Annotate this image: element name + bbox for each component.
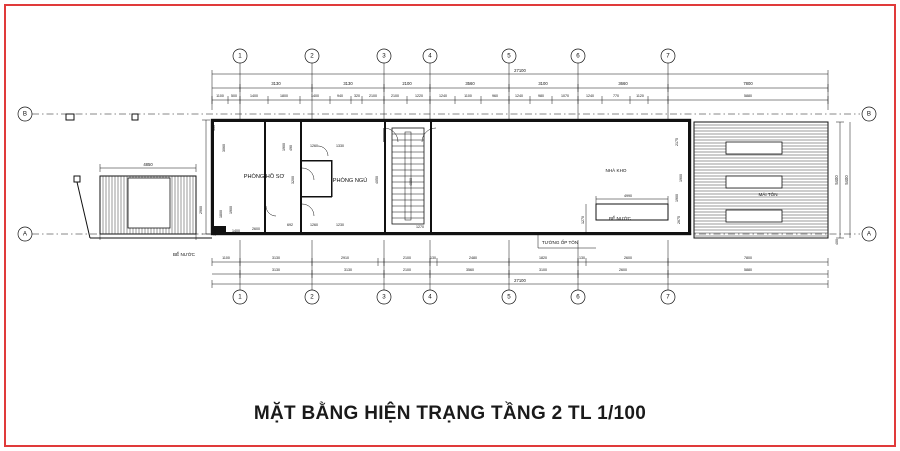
svg-text:1230: 1230 [336,223,344,227]
svg-text:3130: 3130 [343,81,353,86]
svg-text:5400: 5400 [844,175,849,185]
svg-text:1800: 1800 [219,210,223,218]
svg-text:2480: 2480 [469,256,477,260]
svg-text:130: 130 [579,256,585,260]
svg-text:1830: 1830 [213,228,217,236]
room-label-phong-ho-so: PHÒNG HỒ SƠ [243,174,285,180]
svg-text:3200: 3200 [291,176,295,184]
svg-text:1270: 1270 [581,216,585,224]
svg-text:7: 7 [666,52,670,60]
svg-text:2100: 2100 [402,81,412,86]
svg-text:3660: 3660 [618,81,628,86]
svg-text:435: 435 [212,125,216,131]
room-label-be-nuoc: BỂ NƯỚC [609,216,631,221]
svg-text:2600: 2600 [624,256,632,260]
svg-text:1330: 1330 [336,144,344,148]
svg-text:3130: 3130 [344,268,352,272]
svg-text:2100: 2100 [391,94,399,98]
dimension-chain-top [212,68,828,110]
svg-text:960: 960 [492,94,498,98]
svg-text:2100: 2100 [403,256,411,260]
drawing-title: MẶT BẰNG HIỆN TRẠNG TẦNG 2 TL 1/100 [253,403,647,424]
svg-text:7800: 7800 [744,256,752,260]
svg-text:3130: 3130 [272,256,280,260]
svg-text:6: 6 [576,52,580,60]
svg-text:3560: 3560 [466,268,474,272]
dimension-chain-bottom [212,256,828,288]
svg-text:130: 130 [430,256,436,260]
svg-text:4990: 4990 [624,194,632,198]
svg-text:1240: 1240 [439,94,447,98]
stairs [392,128,424,224]
dimension-chain-left [199,120,210,234]
svg-text:1400: 1400 [311,94,319,98]
svg-text:2900: 2900 [199,206,203,214]
svg-text:4: 4 [428,52,432,60]
svg-text:1: 1 [238,293,242,301]
dimension-chain-right [834,122,850,245]
svg-text:1260: 1260 [310,223,318,227]
svg-text:320: 320 [354,94,360,98]
svg-text:2600: 2600 [619,268,627,272]
svg-text:940: 940 [337,94,343,98]
svg-text:4850: 4850 [143,162,153,167]
svg-text:2600: 2600 [252,227,260,231]
svg-text:692: 692 [287,223,293,227]
svg-text:1900: 1900 [282,143,286,151]
svg-text:3100: 3100 [539,268,547,272]
room-label-phong-ngu: PHÒNG NGỦ [332,178,368,184]
svg-text:1070: 1070 [561,94,569,98]
svg-text:1100: 1100 [464,94,472,98]
svg-text:7: 7 [666,293,670,301]
svg-text:1900: 1900 [679,174,683,182]
svg-text:1260: 1260 [310,144,318,148]
svg-text:1270: 1270 [416,225,424,229]
top-left-fixtures [66,114,138,120]
svg-text:2: 2 [310,52,314,60]
svg-text:3560: 3560 [465,81,475,86]
svg-text:A: A [866,230,872,238]
grid-bubbles-top [233,49,675,120]
svg-text:3060: 3060 [222,144,226,152]
room-label-be-nuoc-left: BỂ NƯỚC [173,252,195,257]
svg-text:2675: 2675 [677,216,681,224]
svg-text:400: 400 [835,239,839,245]
svg-text:1900: 1900 [229,206,233,214]
grid-bubbles-bottom [233,240,675,304]
svg-text:1: 1 [238,52,242,60]
svg-text:2: 2 [310,293,314,301]
svg-text:1120: 1120 [636,94,644,98]
svg-text:1100: 1100 [222,256,230,260]
svg-text:4090: 4090 [409,178,413,186]
svg-text:1820: 1820 [539,256,547,260]
svg-text:1400: 1400 [250,94,258,98]
svg-text:3130: 3130 [271,81,281,86]
svg-text:2910: 2910 [341,256,349,260]
svg-text:770: 770 [613,94,619,98]
mai-ton-right-roof [694,122,828,238]
svg-text:3100: 3100 [538,81,548,86]
svg-text:B: B [22,110,28,118]
svg-text:B: B [866,110,872,118]
svg-text:490: 490 [289,145,293,151]
svg-text:1800: 1800 [280,94,288,98]
svg-text:500: 500 [231,94,237,98]
svg-text:7800: 7800 [743,81,753,86]
svg-text:2100: 2100 [369,94,377,98]
svg-text:A: A [22,230,28,238]
svg-text:4: 4 [428,293,432,301]
svg-text:5: 5 [507,293,511,301]
mai-ton-left-roof [74,162,212,240]
svg-text:2100: 2100 [403,268,411,272]
svg-text:5400: 5400 [834,175,839,185]
svg-text:4050: 4050 [375,176,379,184]
room-label-mai-ton-right: MÁI TÔN [758,192,778,197]
svg-text:1100: 1100 [216,94,224,98]
svg-text:3: 3 [382,293,386,301]
svg-text:1400: 1400 [232,229,240,233]
svg-text:5: 5 [507,52,511,60]
svg-text:1900: 1900 [675,194,679,202]
room-label-tuong-op-ton: TƯỜNG ỐP TÔN [541,240,579,245]
svg-text:3130: 3130 [272,268,280,272]
svg-text:27100: 27100 [514,278,526,283]
svg-text:2175: 2175 [675,138,679,146]
svg-text:5880: 5880 [744,94,752,98]
svg-text:1220: 1220 [415,94,423,98]
svg-text:1240: 1240 [515,94,523,98]
room-label-nha-kho: NHÀ KHO [605,168,627,173]
svg-text:3: 3 [382,52,386,60]
svg-text:980: 980 [538,94,544,98]
svg-text:1240: 1240 [586,94,594,98]
svg-text:6: 6 [576,293,580,301]
svg-text:27100: 27100 [514,68,526,73]
svg-text:5880: 5880 [744,268,752,272]
